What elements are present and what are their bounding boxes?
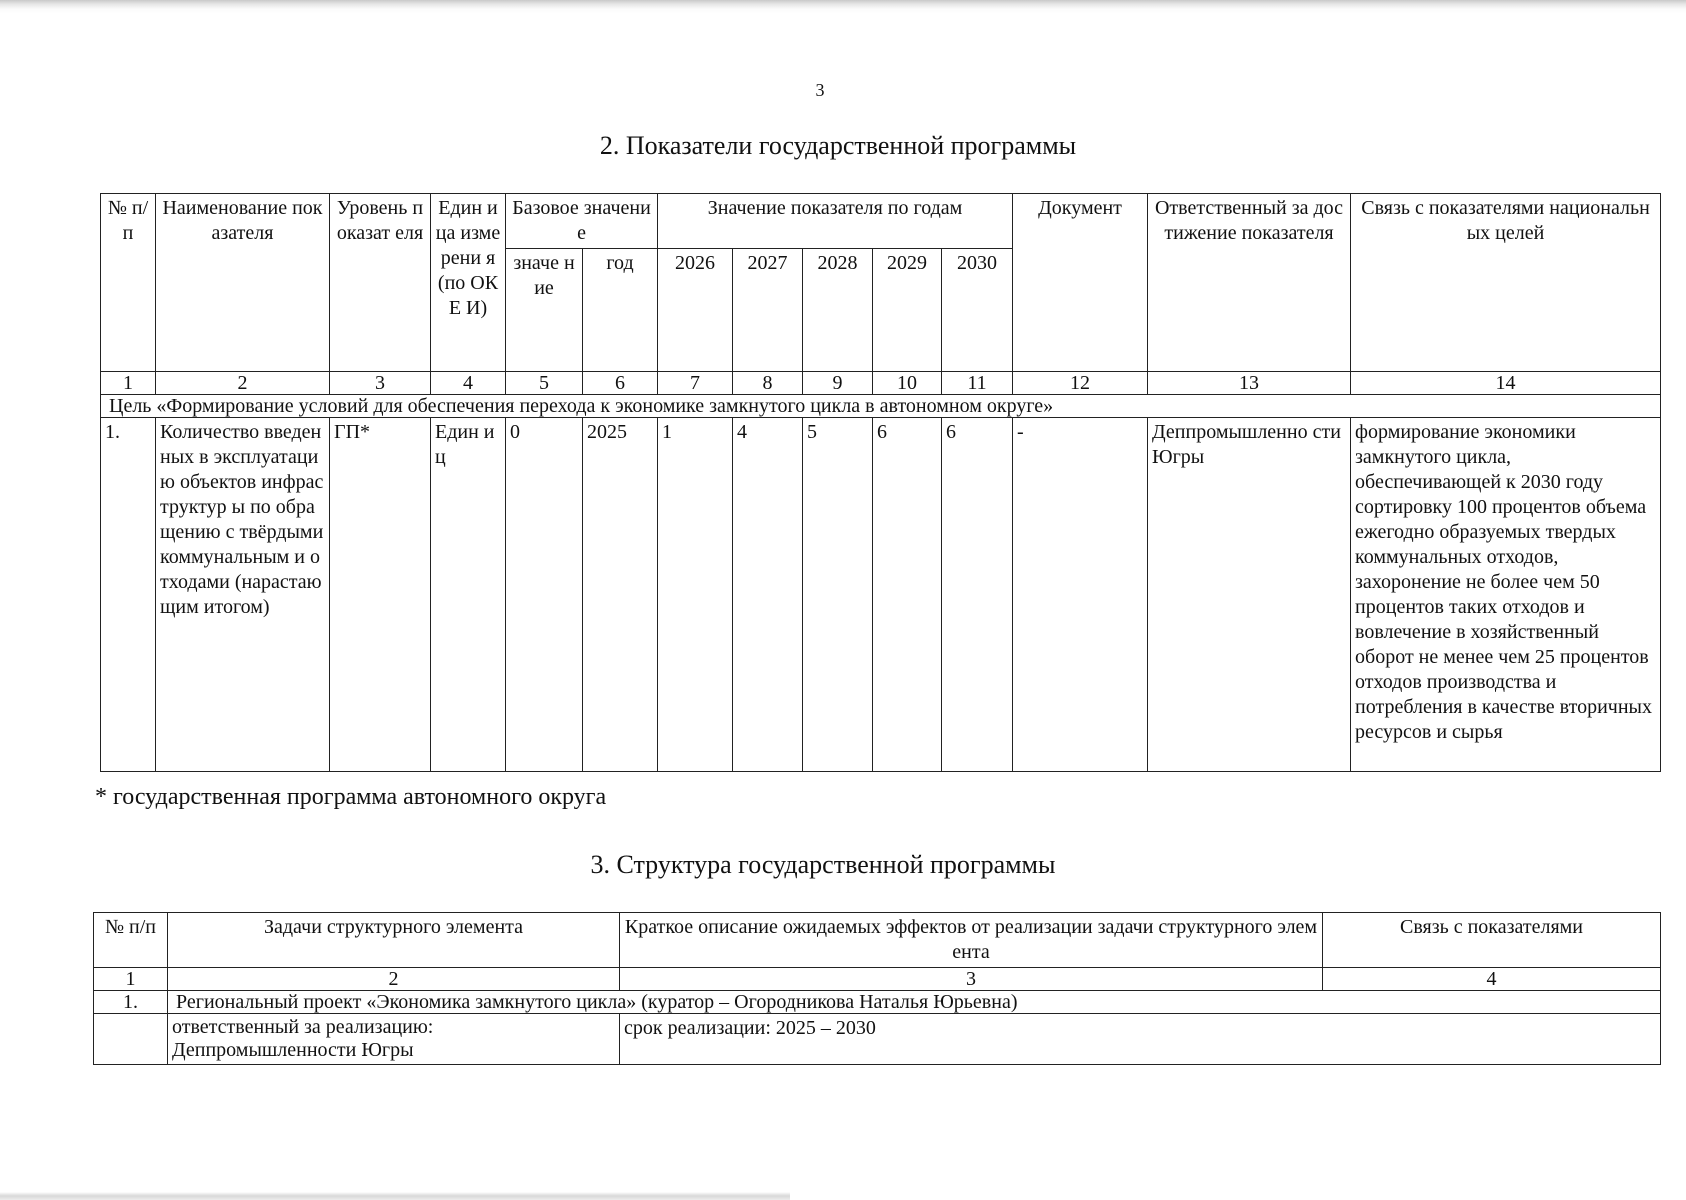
column-number: 4	[1323, 968, 1661, 991]
project-num: 1.	[94, 991, 168, 1014]
column-number: 7	[658, 372, 733, 395]
header-level: Уровень показат еля	[330, 194, 431, 372]
column-number: 14	[1351, 372, 1661, 395]
header-year-2030: 2030	[942, 249, 1013, 372]
column-number: 13	[1148, 372, 1351, 395]
column-number: 2	[168, 968, 620, 991]
header-base: Базовое значение	[506, 194, 658, 249]
goal-text: Цель «Формирование условий для обеспечения перехода к экономике замкнутого цикла в автономном округе»	[101, 395, 1661, 418]
structure-column-numbers-row	[94, 968, 1661, 991]
column-number: 1	[101, 372, 156, 395]
scan-edge-bottom	[0, 1192, 790, 1200]
row-num: 1.	[101, 418, 156, 772]
column-number: 3	[330, 372, 431, 395]
header-year-2027: 2027	[733, 249, 803, 372]
column-number: 12	[1013, 372, 1148, 395]
header-num: № п/п	[101, 194, 156, 372]
indicators-table	[100, 193, 1661, 772]
header-year-2028: 2028	[803, 249, 873, 372]
row-level: ГП*	[330, 418, 431, 772]
section3-title: 3. Структура государственной программы	[590, 850, 1056, 879]
column-number: 6	[583, 372, 658, 395]
row-value-2029: 6	[873, 418, 942, 772]
header-base-year: год	[583, 249, 658, 372]
header-national-goals: Связь с показателями национальных целей	[1351, 194, 1661, 372]
column-number: 4	[431, 372, 506, 395]
column-number: 2	[156, 372, 330, 395]
column-number: 1	[94, 968, 168, 991]
row-value-2030: 6	[942, 418, 1013, 772]
row-document: -	[1013, 418, 1148, 772]
header-year-2026: 2026	[658, 249, 733, 372]
row-value-2027: 4	[733, 418, 803, 772]
column-number: 9	[803, 372, 873, 395]
row-value-2026: 1	[658, 418, 733, 772]
project-row	[94, 991, 1661, 1014]
row-base-value: 0	[506, 418, 583, 772]
project-details-row	[94, 1014, 1661, 1065]
structure-header-link: Связь с показателями	[1323, 913, 1661, 968]
structure-header-tasks: Задачи структурного элемента	[168, 913, 620, 968]
page-number: 3	[815, 80, 825, 100]
project-details-num	[94, 1014, 168, 1065]
structure-header-row	[94, 913, 1661, 968]
structure-table	[93, 912, 1661, 1065]
row-indicator-name: Количество введенных в эксплуатацию объектов инфраструктур ы по обращению с твёрдыми коммунальным и отходами (нарастающим итогом)	[156, 418, 330, 772]
row-national-goals: формирование экономики замкнутого цикла, обеспечивающей к 2030 году сортировку 100 процентов объема ежегодно образуемых твердых коммунальных отходов, захоронение не более чем 50 процентов таких отходов и вовлечение в хозяйственный оборот не менее чем 25 процентов отходов производства и потребления в качестве вторичных ресурсов и сырья	[1351, 418, 1661, 772]
project-responsible: ответственный за реализацию: Деппромышленности Югры	[168, 1014, 620, 1065]
structure-header-effects: Краткое описание ожидаемых эффектов от реализации задачи структурного элемента	[620, 913, 1323, 968]
column-number: 11	[942, 372, 1013, 395]
column-number: 10	[873, 372, 942, 395]
project-title: Региональный проект «Экономика замкнутого цикла» (куратор – Огородникова Наталья Юрьевна)	[168, 991, 1661, 1014]
structure-header-num: № п/п	[94, 913, 168, 968]
row-responsible: Деппромышленно сти Югры	[1148, 418, 1351, 772]
header-by-years: Значение показателя по годам	[658, 194, 1013, 249]
column-numbers-row	[101, 372, 1661, 395]
header-responsible: Ответственный за достижение показателя	[1148, 194, 1351, 372]
column-number: 8	[733, 372, 803, 395]
header-row-1	[101, 194, 1661, 249]
header-name: Наименование показателя	[156, 194, 330, 372]
row-unit: Един иц	[431, 418, 506, 772]
header-year-2029: 2029	[873, 249, 942, 372]
goal-row	[101, 395, 1661, 418]
project-term: срок реализации: 2025 – 2030	[620, 1014, 1661, 1065]
column-number: 5	[506, 372, 583, 395]
footnote: * государственная программа автономного округа	[95, 784, 607, 810]
section2-title: 2. Показатели государственной программы	[599, 131, 1077, 160]
row-value-2028: 5	[803, 418, 873, 772]
row-base-year: 2025	[583, 418, 658, 772]
indicator-row	[101, 418, 1661, 772]
header-base-value: значе ние	[506, 249, 583, 372]
column-number: 3	[620, 968, 1323, 991]
header-unit: Един ица изме рени я (по ОКЕ И)	[431, 194, 506, 372]
scan-edge-top	[0, 0, 1686, 14]
header-document: Документ	[1013, 194, 1148, 372]
